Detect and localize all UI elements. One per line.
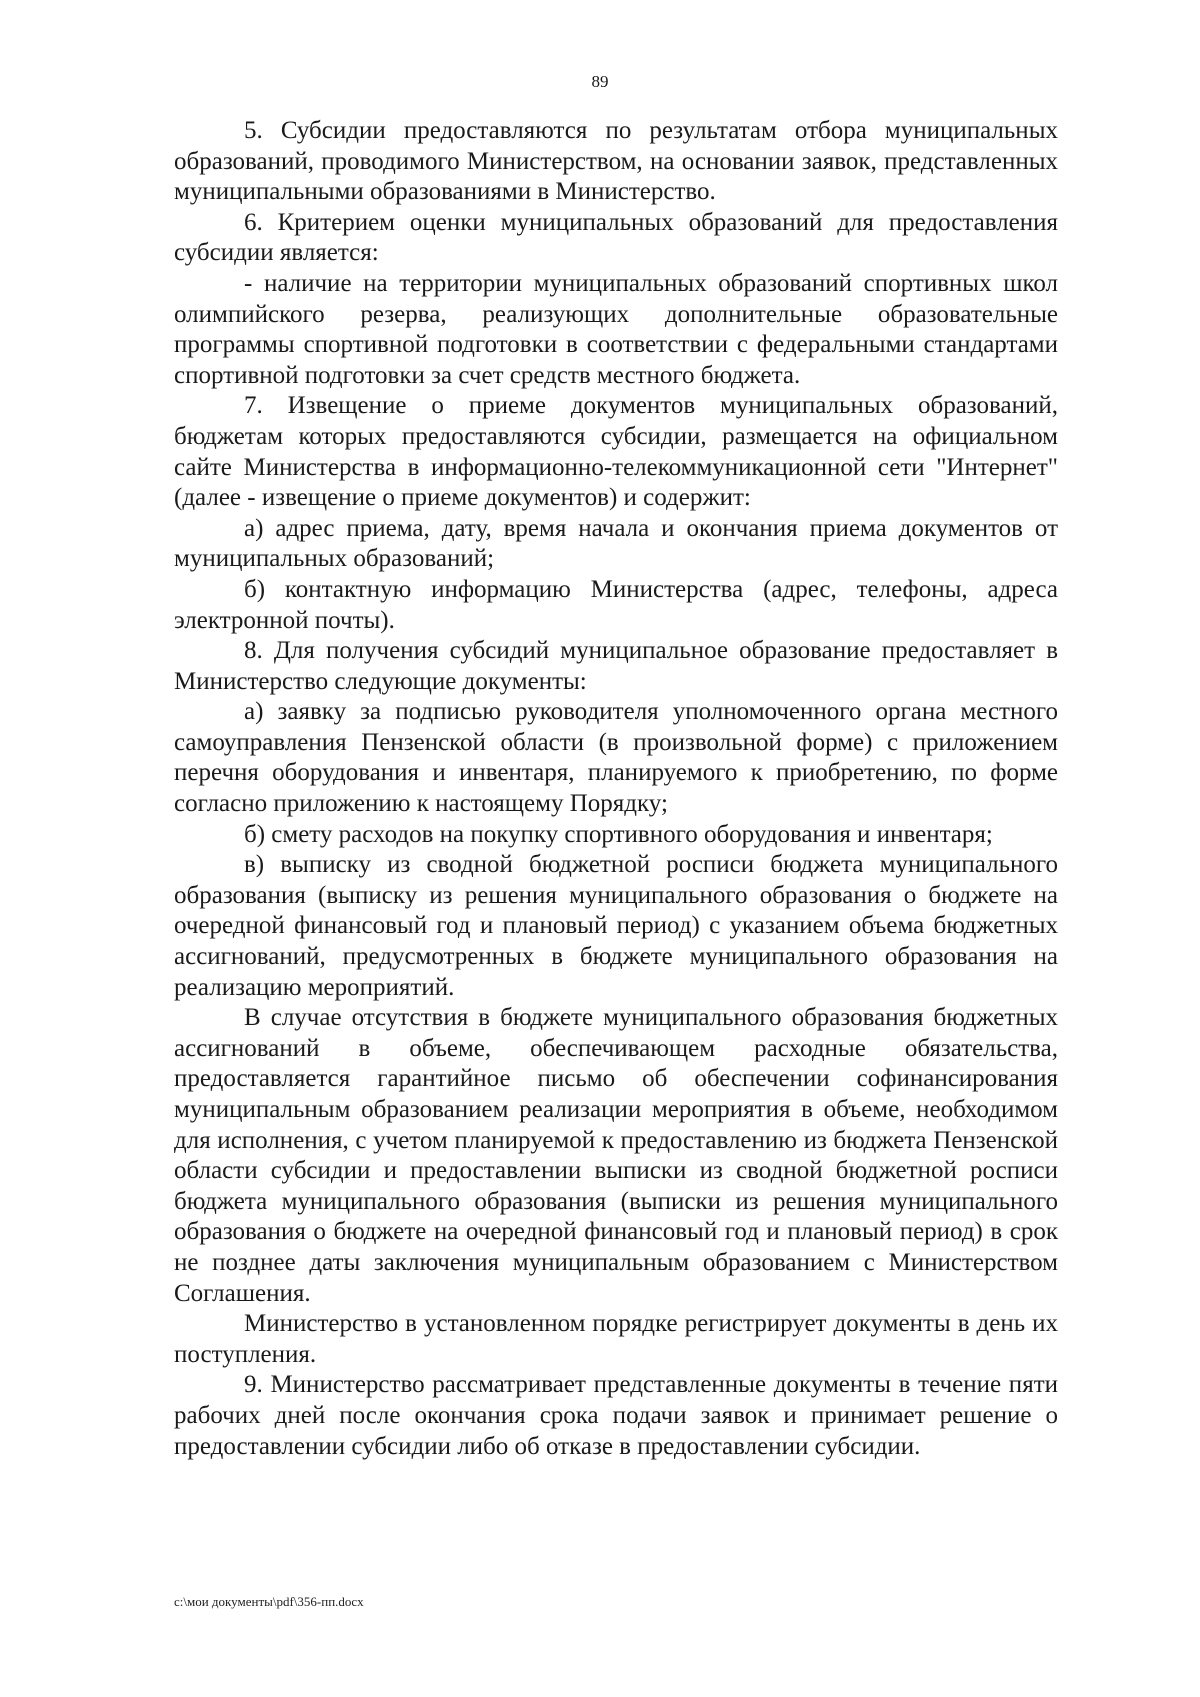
document-body: [174, 116, 1058, 1462]
paragraph-8-v: в) выписку из сводной бюджетной росписи бюджета муниципального образования (выписку из решения муниципального образования о бюджете на очередной финансовый год и плановый период) с указанием объема бюджетных ассигнований, предусмотренных в бюджете муниципального образования на реализацию мероприятий.: [174, 851, 1058, 1001]
paragraph-9: 9. Министерство рассматривает представленные документы в течение пяти рабочих дней после окончания срока подачи заявок и принимает решение о предоставлении субсидии либо об отказе в предоставлении субсидии.: [174, 1371, 1058, 1460]
paragraph-8-registration: Министерство в установленном порядке регистрирует документы в день их поступления.: [174, 1310, 1058, 1368]
paragraph-8-a: а) заявку за подписью руководителя уполномоченного органа местного самоуправления Пензенской области (в произвольной форме) с приложением перечня оборудования и инвентаря, планируемого к приобретению, по форме согласно приложению к настоящему Порядку;: [174, 698, 1058, 818]
paragraph-8-guarantee: В случае отсутствия в бюджете муниципального образования бюджетных ассигнований в объеме, обеспечивающем расходные обязательства, предоставляется гарантийное письмо об обеспечении софинансирования муниципальным образованием реализации мероприятия в объеме, необходимом для исполнения, с учетом планируемой к предоставлению из бюджета Пензенской области субсидии и предоставлении выписки из сводной бюджетной росписи бюджета муниципального образования (выписки из решения муниципального образования о бюджете на очередной финансовый год и плановый период) в срок не позднее даты заключения муниципальным образованием с Министерством Соглашения.: [174, 1004, 1058, 1307]
page-number: 89: [591, 72, 609, 91]
paragraph-6-criterion: - наличие на территории муниципальных образований спортивных школ олимпийского резерва, реализующих дополнительные образовательные программы спортивной подготовки в соответствии с федеральными стандартами спортивной подготовки за счет средств местного бюджета.: [174, 269, 1058, 389]
paragraph-7: 7. Извещение о приеме документов муниципальных образований, бюджетам которых предоставляются субсидии, размещается на официальном сайте Министерства в информационно-телекоммуникационной сети "Интернет" (далее - извещение о приеме документов) и содержит:: [174, 392, 1058, 512]
footer-file-path: c:\мои документы\pdf\356-пп.docx: [174, 1594, 364, 1609]
paragraph-6: 6. Критерием оценки муниципальных образований для предоставления субсидии является:: [174, 208, 1058, 267]
paragraph-8: 8. Для получения субсидий муниципальное образование предоставляет в Министерство следующие документы:: [174, 637, 1058, 695]
paragraph-7-a: а) адрес приема, дату, время начала и окончания приема документов от муниципальных образований;: [174, 514, 1058, 573]
paragraph-8-b: б) смету расходов на покупку спортивного оборудования и инвентаря;: [244, 820, 993, 848]
paragraph-7-b: б) контактную информацию Министерства (адрес, телефоны, адреса электронной почты).: [174, 575, 1058, 634]
paragraph-5: 5. Субсидии предоставляются по результатам отбора муниципальных образований, проводимого Министерством, на основании заявок, представленных муниципальными образованиями в Министерство.: [174, 117, 1058, 206]
